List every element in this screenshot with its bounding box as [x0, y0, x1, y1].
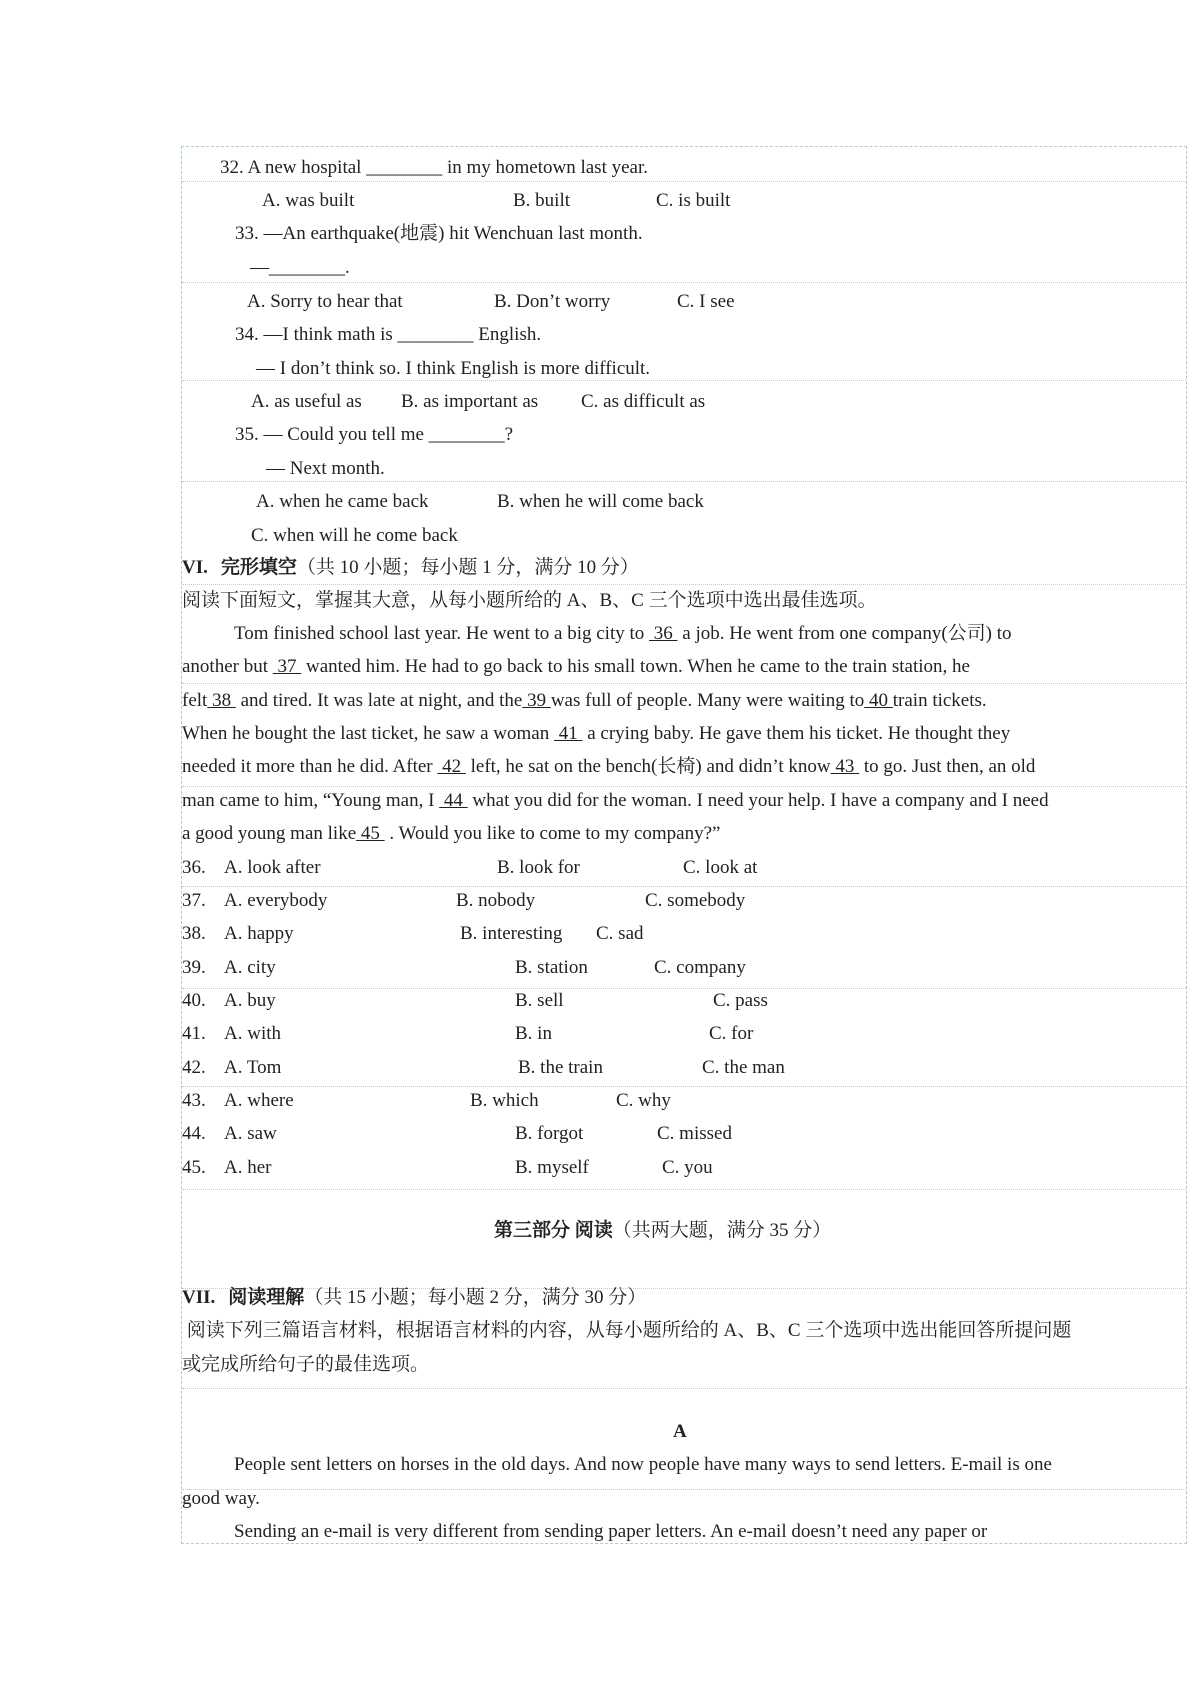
option-a: A. everybody	[224, 890, 328, 911]
option-a: A. city	[224, 957, 276, 978]
blank-39: 39	[522, 690, 551, 711]
q34-option-a: A. as useful as	[251, 391, 362, 412]
blank-38: 38	[207, 690, 236, 711]
cloze-passage-line	[182, 822, 720, 846]
option-number: 42.	[182, 1057, 206, 1078]
option-b: B. the train	[518, 1057, 603, 1078]
q34-option-b: B. as important as	[401, 391, 539, 412]
passage-text: felt	[182, 690, 208, 711]
q33-option-a: A. Sorry to hear that	[247, 291, 403, 312]
dotted-divider	[182, 481, 1186, 482]
option-b: B. look for	[497, 857, 580, 878]
q33-option-b: B. Don’t worry	[494, 291, 611, 312]
dotted-divider	[182, 282, 1186, 283]
dotted-divider	[182, 786, 1186, 787]
dotted-divider	[182, 181, 1186, 182]
passage-text: . Would you like to come to my company?”	[384, 823, 721, 844]
dotted-divider	[182, 1086, 1186, 1087]
dotted-divider	[182, 886, 1186, 887]
part-three-title-note: （共两大题，满分 35 分）	[612, 1220, 832, 1241]
cloze-passage-line	[182, 722, 1010, 746]
q35-option-a: A. when he came back	[256, 491, 429, 512]
part-three-title-bold: 第三部分 阅读	[494, 1220, 613, 1241]
part-three-title	[494, 1219, 831, 1243]
cloze-heading	[182, 556, 639, 580]
reading-heading	[182, 1286, 646, 1310]
option-c: C. look at	[683, 857, 758, 878]
option-b: B. sell	[515, 990, 564, 1011]
q32-option-b: B. built	[513, 190, 571, 211]
question-34-stem: 34. —I think math is ________ English.	[235, 324, 542, 345]
option-number: 38.	[182, 923, 206, 944]
option-b: B. in	[515, 1023, 552, 1044]
passage-a-paragraph: Sending an e-mail is very different from sending paper letters. An e-mail doesn’t need any paper or	[234, 1521, 988, 1542]
passage-text: what you did for the woman. I need your help. I have a company and I need	[467, 790, 1049, 811]
passage-text: a job. He went from one company(公司) to	[677, 623, 1012, 644]
q35-reply: — Next month.	[266, 458, 385, 479]
blank-44: 44	[439, 790, 468, 811]
question-33-stem: 33. —An earthquake(地震) hit Wenchuan last month.	[235, 223, 643, 244]
cloze-passage-line	[182, 689, 987, 713]
cloze-passage-line	[182, 789, 1049, 813]
passage-a-label: A	[673, 1421, 687, 1442]
option-a: A. with	[224, 1023, 281, 1044]
passage-text: man came to him, “Young man, I	[182, 790, 440, 811]
option-a: A. look after	[224, 857, 321, 878]
passage-a-paragraph: good way.	[182, 1488, 260, 1509]
passage-text: left, he sat on the bench(长椅) and didn’t know	[465, 756, 831, 777]
dotted-divider	[182, 1388, 1186, 1389]
option-b: B. interesting	[460, 923, 563, 944]
option-a: A. happy	[224, 923, 294, 944]
option-a: A. Tom	[224, 1057, 282, 1078]
reading-heading-title: 阅读理解	[228, 1287, 305, 1308]
option-a: A. buy	[224, 990, 276, 1011]
option-c: C. for	[709, 1023, 754, 1044]
option-a: A. saw	[224, 1123, 277, 1144]
option-b: B. myself	[515, 1157, 589, 1178]
cloze-heading-number: VI.	[182, 557, 208, 578]
option-c: C. company	[654, 957, 746, 978]
passage-text: Tom finished school last year. He went to a big city to	[234, 623, 650, 644]
reading-instruction: 或完成所给句子的最佳选项。	[182, 1354, 430, 1375]
blank-43: 43	[830, 756, 860, 777]
cloze-heading-note: （共 10 小题；每小题 1 分，满分 10 分）	[296, 557, 639, 578]
passage-text: needed it more than he did. After	[182, 756, 438, 777]
q34-reply: — I don’t think so. I think English is more difficult.	[256, 358, 651, 379]
q35-option-b: B. when he will come back	[497, 491, 704, 512]
passage-text: was full of people. Many were waiting to	[550, 690, 865, 711]
blank-42: 42	[437, 756, 466, 777]
cloze-passage-line	[182, 755, 1035, 779]
blank-40: 40	[864, 690, 893, 711]
option-a: A. where	[224, 1090, 294, 1111]
passage-text: a good young man like	[182, 823, 357, 844]
option-b: B. station	[515, 957, 588, 978]
option-b: B. nobody	[456, 890, 536, 911]
q33-reply: —________.	[250, 257, 350, 278]
option-number: 39.	[182, 957, 206, 978]
passage-a-paragraph: People sent letters on horses in the old days. And now people have many ways to send letters. E-mail is one	[234, 1454, 1052, 1475]
reading-heading-number: VII.	[182, 1287, 216, 1308]
cloze-passage-line	[234, 622, 1012, 646]
q32-option-c: C. is built	[656, 190, 731, 211]
option-number: 44.	[182, 1123, 206, 1144]
cloze-passage-line	[182, 655, 970, 679]
q33-option-c: C. I see	[677, 291, 735, 312]
reading-heading-note: （共 15 小题；每小题 2 分，满分 30 分）	[304, 1287, 647, 1308]
option-c: C. somebody	[645, 890, 746, 911]
option-c: C. pass	[713, 990, 768, 1011]
option-b: B. which	[470, 1090, 539, 1111]
passage-text: another but	[182, 656, 273, 677]
option-c: C. missed	[657, 1123, 732, 1144]
cloze-heading-title: 完形填空	[220, 557, 297, 578]
passage-text: to go. Just then, an old	[859, 756, 1036, 777]
reading-instruction: 阅读下列三篇语言材料，根据语言材料的内容，从每小题所给的 A、B、C 三个选项中选出能回答所提问题	[182, 1320, 1072, 1341]
option-c: C. why	[616, 1090, 671, 1111]
dotted-divider	[182, 1189, 1186, 1190]
option-number: 45.	[182, 1157, 206, 1178]
option-number: 43.	[182, 1090, 206, 1111]
passage-text: and tired. It was late at night, and the	[235, 690, 523, 711]
blank-45: 45	[356, 823, 385, 844]
passage-text: train tickets.	[892, 690, 987, 711]
q34-option-c: C. as difficult as	[581, 391, 706, 412]
option-number: 40.	[182, 990, 206, 1011]
dotted-divider	[182, 988, 1186, 989]
cloze-instruction: 阅读下面短文，掌握其大意，从每小题所给的 A、B、C 三个选项中选出最佳选项。	[182, 590, 877, 611]
option-c: C. the man	[702, 1057, 785, 1078]
blank-41: 41	[553, 723, 583, 744]
option-b: B. forgot	[515, 1123, 584, 1144]
passage-text: a crying baby. He gave them his ticket. He thought they	[582, 723, 1011, 744]
question-32-stem: 32. A new hospital ________ in my hometown last year.	[220, 157, 648, 178]
option-number: 41.	[182, 1023, 206, 1044]
option-number: 36.	[182, 857, 206, 878]
option-c: C. you	[662, 1157, 713, 1178]
blank-36: 36	[649, 623, 678, 644]
option-number: 37.	[182, 890, 206, 911]
passage-text: When he bought the last ticket, he saw a woman	[182, 723, 554, 744]
option-a: A. her	[224, 1157, 272, 1178]
passage-text: wanted him. He had to go back to his small town. When he came to the train station, he	[301, 656, 970, 677]
q35-option-c: C. when will he come back	[251, 525, 458, 546]
q32-option-a: A. was built	[262, 190, 355, 211]
dotted-divider	[182, 1489, 1186, 1490]
option-c: C. sad	[596, 923, 644, 944]
question-35-stem: 35. — Could you tell me ________?	[235, 424, 514, 445]
dotted-divider	[182, 683, 1186, 684]
blank-37: 37	[272, 656, 302, 677]
dotted-divider	[182, 584, 1186, 585]
